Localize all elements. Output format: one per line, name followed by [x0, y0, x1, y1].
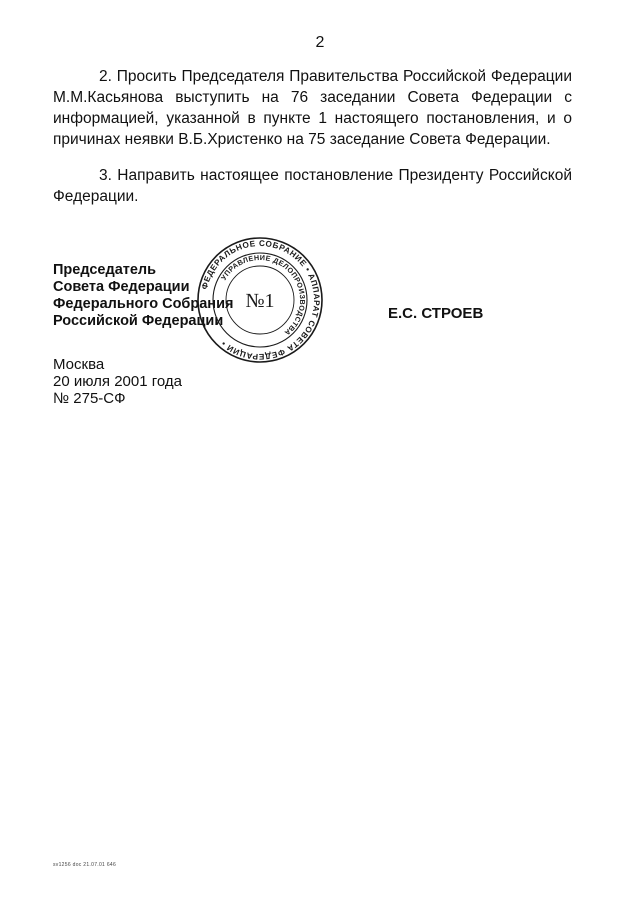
document-number: № 275-СФ	[53, 390, 126, 407]
official-seal-stamp	[196, 236, 324, 364]
page-number: 2	[315, 34, 325, 51]
signature-title-line-4: Российской Федерации	[53, 313, 224, 329]
paragraph-3	[53, 165, 572, 207]
signature-title-line-3: Федерального Собрания	[53, 296, 234, 312]
place-city: Москва	[53, 356, 105, 373]
signer-name: Е.С. СТРОЕВ	[388, 305, 484, 322]
seal-center-number: №1	[245, 290, 275, 312]
footer-file-code: sv1256 doc 21.07.01 646	[53, 862, 117, 868]
paragraph-2-text: 2. Просить Председателя Правительства Российской Федерации М.М.Касьянова выступить на 76 заседании Совета Федерации с информацией, указанной в пункте 1 настоящего постановления, и о причинах неявки В.Б.Христенко на 75 заседание Совета Федерации.	[53, 68, 572, 148]
place-date-block	[53, 356, 182, 407]
paragraph-2	[53, 66, 572, 150]
document-date: 20 июля 2001 года	[53, 373, 182, 390]
seal-inner-text: УПРАВЛЕНИЕ ДЕЛОПРОИЗВОДСТВА	[218, 252, 308, 338]
signature-title-line-1: Председатель	[53, 262, 157, 278]
paragraph-3-text: 3. Направить настоящее постановление Президенту Российской Федерации.	[53, 167, 572, 205]
signature-title-line-2: Совета Федерации	[53, 279, 190, 295]
seal-outer-text: ФЕДЕРАЛЬНОЕ СОБРАНИЕ • АППАРАТ СОВЕТА ФЕДЕРАЦИИ •	[200, 238, 322, 362]
